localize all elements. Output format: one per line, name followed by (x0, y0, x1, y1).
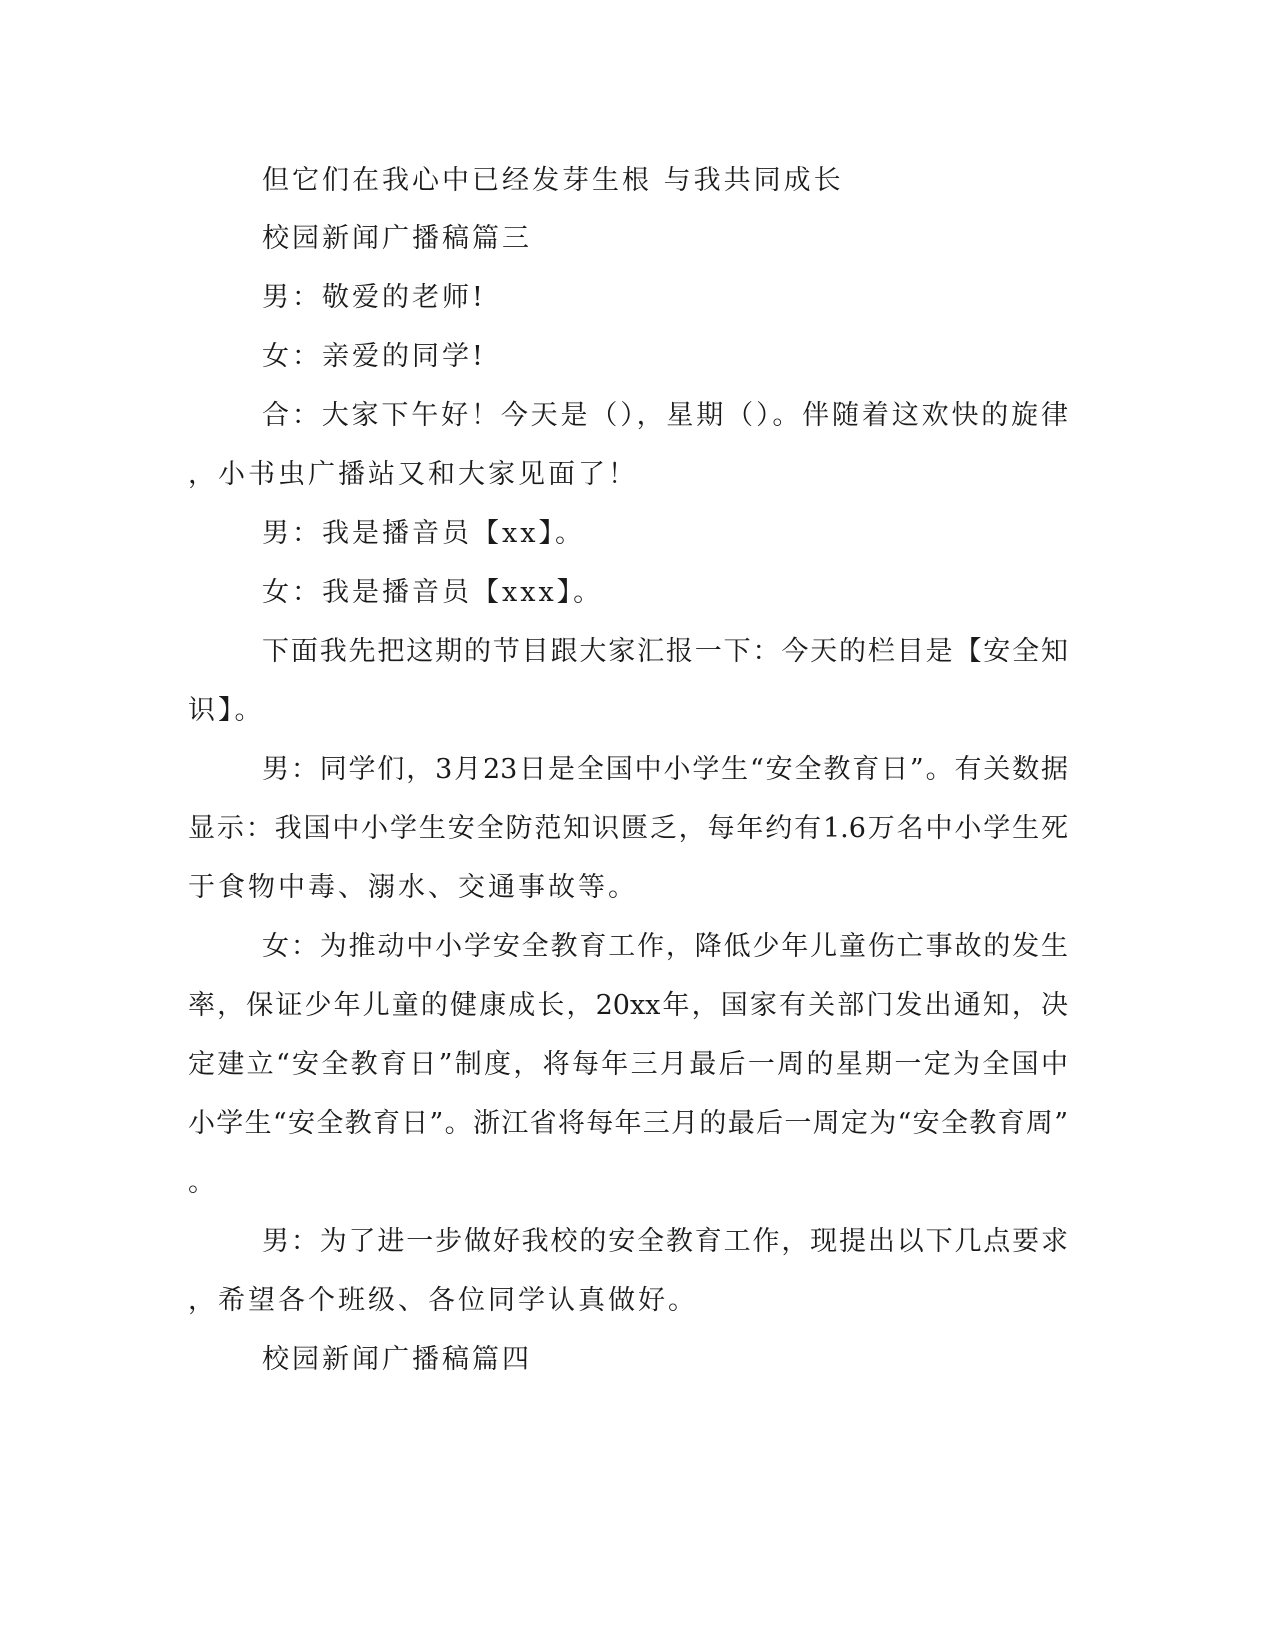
text-line: 下面我先把这期的节目跟大家汇报一下：今天的栏目是【安全知 (262, 636, 1068, 667)
text-line: 定建立“安全教育日”制度，将每年三月最后一周的星期一定为全国中 (188, 1049, 1068, 1080)
text-line: 显示：我国中小学生安全防范知识匮乏，每年约有1.6万名中小学生死 (188, 813, 1068, 844)
text-line: 男：为了进一步做好我校的安全教育工作，现提出以下几点要求 (262, 1226, 1068, 1257)
text-line: 男：敬爱的老师! (262, 282, 486, 313)
text-line: 男：我是播音员【xx】。 (262, 518, 585, 549)
text-line: 合：大家下午好！今天是（），星期（）。伴随着这欢快的旋律 (262, 400, 1068, 431)
text-line: 。 (188, 1167, 218, 1198)
text-line: 识】。 (188, 695, 265, 726)
text-line: ，希望各个班级、各位同学认真做好。 (188, 1285, 698, 1316)
text-line: 女：为推动中小学安全教育工作，降低少年儿童伤亡事故的发生 (262, 931, 1068, 962)
text-line: 女：我是播音员【xxx】。 (262, 577, 604, 608)
text-line: 于食物中毒、溺水、交通事故等。 (188, 872, 638, 903)
text-line: 但它们在我心中已经发芽生根 与我共同成长 (262, 165, 844, 196)
text-line: 女：亲爱的同学! (262, 341, 486, 372)
section-heading: 校园新闻广播稿篇三 (262, 223, 532, 254)
text-line: 男：同学们，3月23日是全国中小学生“安全教育日”。有关数据 (262, 754, 1068, 785)
text-line: ，小书虫广播站又和大家见面了！ (188, 459, 638, 490)
text-line: 率，保证少年儿童的健康成长，20xx年，国家有关部门发出通知，决 (188, 990, 1068, 1021)
section-heading: 校园新闻广播稿篇四 (262, 1344, 532, 1375)
text-line: 小学生“安全教育日”。浙江省将每年三月的最后一周定为“安全教育周” (188, 1108, 1068, 1139)
